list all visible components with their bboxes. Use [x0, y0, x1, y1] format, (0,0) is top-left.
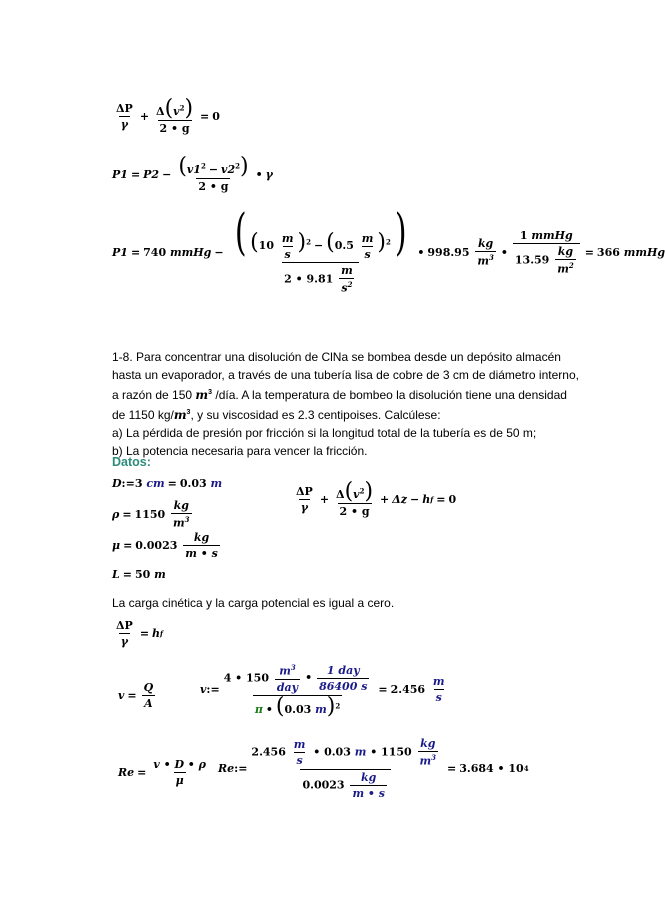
- problem-statement: [112, 348, 582, 460]
- gamma: γ: [265, 168, 273, 182]
- problem-line: a) La pérdida de presión por fricción si la longitud total de la tubería es de 50 m;: [112, 426, 537, 440]
- re-symbol: Re: [218, 761, 235, 775]
- zero-value: 0: [448, 493, 457, 507]
- s-unit: s: [435, 691, 442, 705]
- mercury-density: 13.59: [514, 253, 550, 267]
- m-unit: m: [154, 568, 166, 581]
- density-value: 1150: [134, 507, 166, 521]
- diameter-m-value: 0.03: [179, 477, 207, 490]
- kg-unit: kg: [173, 499, 189, 512]
- length-equation: L = 50 m: [112, 568, 166, 581]
- m-unit: m: [361, 231, 374, 245]
- m-unit: m: [210, 477, 223, 490]
- assign-op: :=: [234, 761, 248, 775]
- m-unit: m: [293, 737, 306, 751]
- problem-text: a razón de 150: [112, 388, 193, 402]
- p2-value: 740: [143, 246, 167, 260]
- rho-symbol: ρ: [112, 507, 120, 521]
- m-unit: m: [341, 263, 353, 277]
- reynolds-result: 3.684 • 10: [459, 761, 524, 775]
- kg-unit: kg: [477, 237, 494, 251]
- assign-op: :=: [206, 683, 220, 697]
- problem-line: 1-8. Para concentrar una disolución de ClNa se bombea desde un depósito almacén: [112, 350, 561, 364]
- bernoulli-equation: $\frac{\Delta P}{\gamma}$ + $\frac{\Delta(v^2)}{2 • g}$ = 0: [116, 96, 220, 135]
- m-unit: m: [281, 231, 294, 245]
- one-value: 1: [519, 229, 528, 243]
- pi-symbol: π: [254, 702, 263, 716]
- mmhg-unit: mmHg: [169, 246, 212, 260]
- delta-symbol: Δ: [336, 488, 345, 501]
- kg-unit: kg: [557, 245, 574, 259]
- s-unit: s: [296, 753, 303, 767]
- reynolds-calculation: Re := 2.456 $\frac{m}{s}$ • 0.03 m • 1150 $\frac{kg}{m^3}$ 0.0023 $\frac{kg}{m • s}$ = 3.684 • 10 4: [218, 737, 529, 800]
- h-symbol: h: [152, 627, 161, 640]
- problem-text: de 1150 kg/: [112, 408, 174, 422]
- diameter-cm-value: 3: [134, 477, 143, 490]
- delta-p: ΔP: [116, 102, 133, 116]
- m-unit: m: [195, 388, 209, 402]
- gamma: γ: [300, 501, 309, 515]
- m-unit: m: [279, 664, 291, 678]
- kg-unit: kg: [361, 770, 377, 784]
- viscosity-value: 0.0023: [135, 539, 178, 552]
- gamma: γ: [120, 635, 129, 648]
- s-unit: s: [364, 247, 371, 261]
- reynolds-exponent: 4: [523, 763, 529, 773]
- s-unit: s: [284, 247, 291, 261]
- p1-numeric-equation: P1 = 740 mmHg − ( (10 $\frac{m}{s}$ )$^2$ − (0.5 $\frac{m}{s}$ )$^2$) 2 • 9.81 $\frac{m}{s^2}$ • 998.95 $\frac{kg}{m^3}$ • 1 mmHg 13.59 $\frac{kg}{m^2}$ = 366 mmHg: [112, 203, 665, 295]
- f-subscript: f: [160, 629, 164, 638]
- re-symbol: Re: [118, 766, 135, 779]
- reynolds-formula: Re = $\frac{v • D • \rho}{\mu}$: [118, 758, 206, 787]
- mmhg-unit: mmHg: [623, 246, 665, 260]
- ms-unit: m • s: [185, 547, 218, 560]
- m-unit: m: [432, 675, 445, 689]
- delta-p: ΔP: [116, 619, 133, 632]
- two-g: 2 • g: [198, 179, 229, 193]
- mmhg-unit: mmHg: [531, 229, 573, 243]
- q-symbol: Q: [143, 681, 154, 694]
- m-unit: m: [315, 702, 327, 716]
- p1-formula: P1 = P2 − $\frac{(v1^2 - v2^2)}{2 • g}$ • γ: [112, 154, 273, 193]
- zero-value: 0: [212, 110, 220, 124]
- ms-unit: m • s: [352, 786, 385, 800]
- velocity-symbol: v: [173, 105, 180, 118]
- m-unit: m: [477, 254, 489, 268]
- s-unit: s: [341, 281, 348, 295]
- problem-text: , y su viscosidad es 2.3 centipoises. Calcúlese:: [190, 408, 441, 422]
- d-symbol: D: [112, 477, 122, 490]
- m-unit: m: [173, 516, 185, 530]
- viscosity-equation: μ = 0.0023 $\frac{kg}{m • s}$: [112, 531, 218, 560]
- reynolds-numerator: v • D • ρ: [153, 758, 206, 771]
- m-unit: m: [354, 745, 367, 759]
- m-unit: m: [173, 408, 187, 422]
- assign-op: :=: [121, 477, 135, 490]
- p1-result: 366: [596, 246, 620, 260]
- v1-value: 10: [258, 239, 274, 252]
- problem-line: de 1150 $kg/m^3$, y su viscosidad es 2.3 centipoises. Calcúlese:: [112, 408, 441, 422]
- energy-equation: $\frac{\Delta P}{\gamma}$ + $\frac{\Delta(v^2)}{2 • g}$ + Δz − h f = 0: [296, 479, 457, 518]
- velocity-symbol: v: [353, 488, 360, 501]
- pressure-loss-equation: $\frac{\Delta P}{\gamma}$ = h f: [116, 619, 164, 648]
- velocity-value: 2.456: [251, 745, 286, 759]
- p1-symbol: P1: [112, 246, 128, 260]
- carga-text: La carga cinética y la carga potencial es igual a cero.: [112, 596, 395, 610]
- v-symbol: v: [200, 683, 207, 697]
- problem-line: a razón de 150 $m^3$ /día. A la temperatura de bombeo la disolución tiene una densidad: [112, 388, 567, 402]
- one-day: 1 day: [326, 663, 360, 677]
- v1-symbol: v1: [186, 163, 201, 176]
- cm-unit: cm: [146, 477, 165, 490]
- two-g: 2 • g: [339, 504, 370, 518]
- diameter-equation: D:=3 cm = 0.03 m: [112, 477, 223, 490]
- a-symbol: A: [144, 697, 153, 710]
- two-g-value: 2 • 9.81: [284, 271, 334, 285]
- p2-symbol: P2: [143, 168, 160, 182]
- rho-value: 998.95: [427, 246, 470, 260]
- h-symbol: h: [422, 493, 431, 507]
- density-value: • 1150: [370, 745, 412, 759]
- delta-symbol: Δ: [156, 105, 165, 118]
- day-unit: day: [276, 680, 299, 694]
- problem-line: b) La potencia necesaria para vencer la fricción.: [112, 444, 368, 458]
- kg-unit: kg: [420, 737, 436, 750]
- gamma: γ: [120, 118, 129, 132]
- v2-symbol: v2: [221, 163, 236, 176]
- m-unit: m: [419, 754, 432, 768]
- density-equation: ρ = 1150 $\frac{kg}{m^3}$: [112, 499, 190, 530]
- flow-value: 4 • 150: [223, 671, 269, 685]
- v-symbol: v: [118, 689, 125, 702]
- v2-value: 0.5: [334, 239, 354, 252]
- kg-unit: kg: [193, 531, 210, 544]
- mu-symbol: μ: [175, 774, 184, 787]
- diameter-value: 0.03: [284, 702, 312, 716]
- p1-symbol: P1: [112, 168, 128, 182]
- velocity-result: 2.456: [390, 683, 426, 697]
- velocity-calculation: v := 4 • 150 $\frac{m^3}{\text{day}}$ • $\frac{\text{1 day}}{86400 s}$ π • (0.03 m)$^2$ = 2.456 $\frac{m}{s}$: [200, 663, 445, 719]
- mu-symbol: μ: [112, 539, 121, 552]
- diameter-value: • 0.03: [313, 745, 351, 759]
- viscosity-value: 0.0023: [302, 778, 345, 792]
- problem-line: hasta un evaporador, a través de una tubería lisa de cobre de 3 cm de diámetro interno,: [112, 368, 579, 382]
- datos-heading: Datos:: [112, 455, 151, 469]
- two-g: 2 • g: [159, 121, 190, 135]
- l-symbol: L: [112, 568, 120, 581]
- delta-z: Δz: [392, 493, 408, 507]
- length-value: 50: [134, 568, 151, 581]
- velocity-formula: v = $\frac{Q}{A}$: [118, 681, 154, 710]
- m-unit: m: [557, 262, 569, 276]
- problem-text: /día. A la temperatura de bombeo la disolución tiene una densidad: [215, 388, 567, 402]
- f-subscript: f: [430, 495, 434, 505]
- delta-p: ΔP: [296, 485, 313, 499]
- seconds-per-day: 86400 s: [319, 679, 368, 693]
